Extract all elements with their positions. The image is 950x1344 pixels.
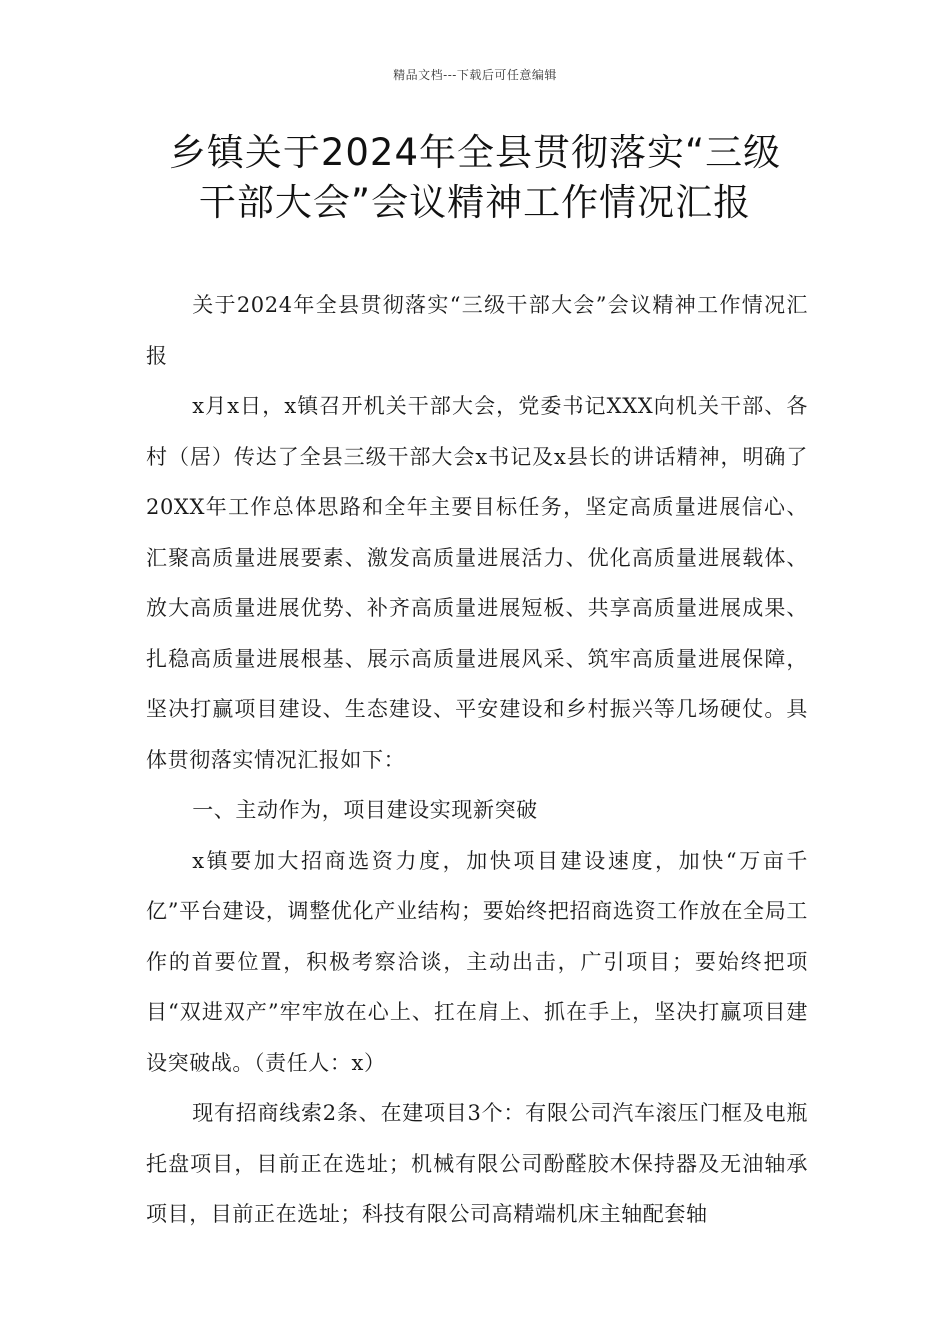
paragraph-projects: 现有招商线索2条、在建项目3个：有限公司汽车滚压门框及电瓶托盘项目，目前正在选址；机械有限公司酚醛胶木保持器及无油轴承项目，目前正在选址；科技有限公司高精端机床主轴配套轴	[146, 1101, 808, 1226]
document-body	[146, 280, 808, 1240]
paragraph-report-heading: 关于2024年全县贯彻落实“三级干部大会”会议精神工作情况汇报	[146, 293, 808, 368]
section-heading-1: 一、主动作为，项目建设实现新突破	[192, 798, 538, 822]
paragraph-meeting-summary: x月x日，x镇召开机关干部大会，党委书记XXX向机关干部、各村（居）传达了全县三级干部大会x书记及x县长的讲话精神，明确了20XX年工作总体思路和全年主要目标任务，坚定高质量进展信心、汇聚高质量进展要素、激发高质量进展活力、优化高质量进展载体、放大高质量进展优势、补齐高质量进展短板、共享高质量进展成果、扎稳高质量进展根基、展示高质量进展风采、筑牢高质量进展保障，坚决打赢项目建设、生态建设、平安建设和乡村振兴等几场硬仗。具体贯彻落实情况汇报如下：	[146, 394, 808, 772]
paragraph-investment: x镇要加大招商选资力度，加快项目建设速度，加快“万亩千亿”平台建设，调整优化产业结构；要始终把招商选资工作放在全局工作的首要位置，积极考察洽谈，主动出击，广引项目；要始终把项目“双进双产”牢牢放在心上、扛在肩上、抓在手上，坚决打赢项目建设突破战。（责任人：x）	[146, 848, 808, 1075]
title-line-2: 干部大会”会议精神工作情况汇报	[198, 181, 752, 224]
document-title	[110, 128, 840, 228]
title-line-1: 乡镇关于2024年全县贯彻落实“三级	[168, 131, 782, 174]
page-header-note: 精品文档---下载后可任意编辑	[393, 68, 557, 82]
